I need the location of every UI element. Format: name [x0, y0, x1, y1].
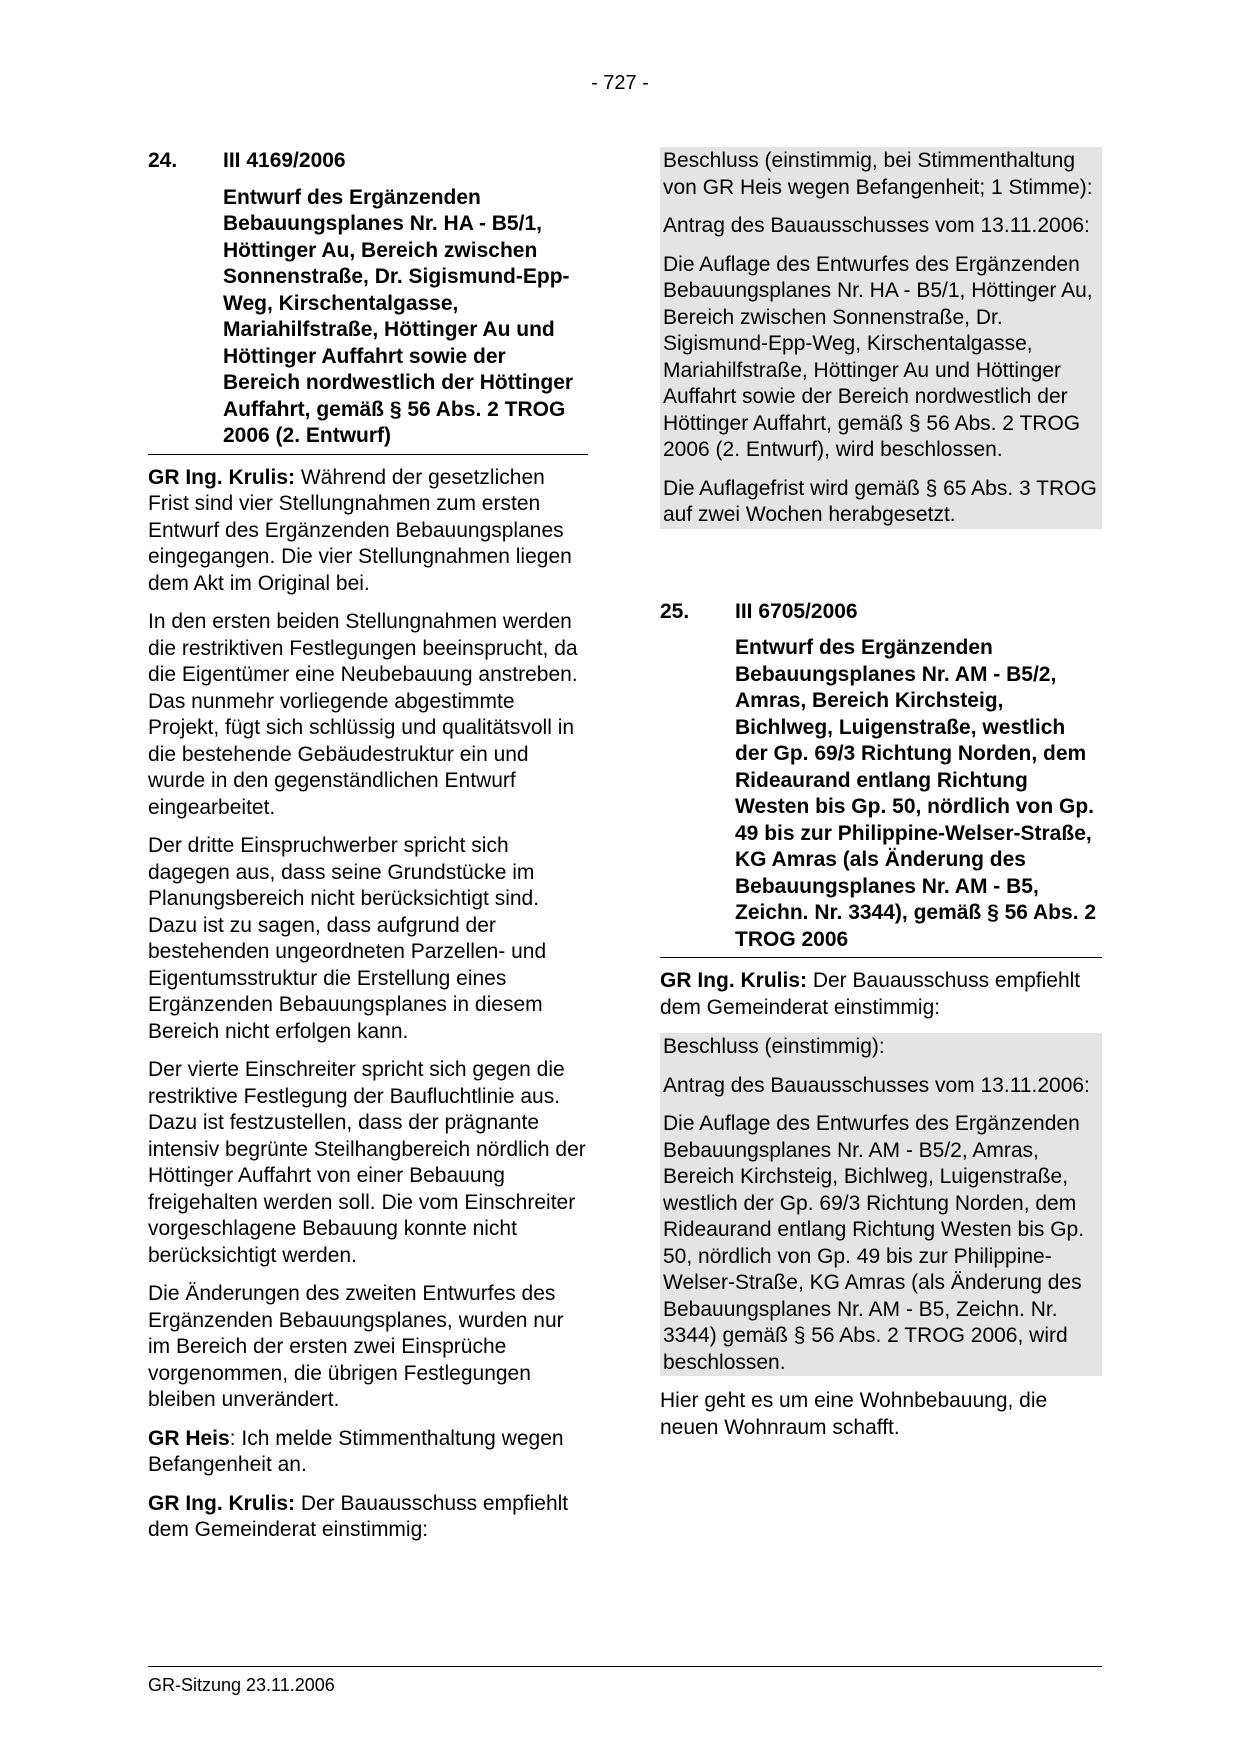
resolution-block-24 — [660, 147, 1102, 529]
speaker-name: GR Ing. Krulis: — [148, 1491, 295, 1515]
statement-text: : Ich melde Stimmenthaltung wegen Befangenheit an. — [148, 1426, 564, 1476]
agenda-item-25-header — [660, 599, 1102, 959]
item-number: 24. — [148, 149, 178, 172]
body-paragraph: Der dritte Einspruchwerber spricht sich dagegen aus, dass seine Grundstücke im Planungsbereich nicht berücksichtigt sind. Dazu ist zu sagen, dass aufgrund der bestehenden ungeordneten Parzellen- und Eigentumsstruktur die Erstellung eines Ergänzenden Bebauungsplanes in diesem Bereich nicht erfolgen kann. — [148, 834, 547, 1043]
page-number: - 727 - — [591, 72, 649, 94]
resolution-block-25 — [660, 1033, 1102, 1376]
body-paragraph: In den ersten beiden Stellungnahmen werden die restriktiven Festlegungen beeinsprucht, da die Eigentümer eine Neubebauung anstreben. Das nunmehr vorliegende abgestimmte Projekt, fügt sich schlüssig und qualitätsvoll in die bestehende Gebäudestruktur ein und wurde in den gegenständlichen Entwurf eingearbeitet. — [148, 610, 578, 819]
item-reference: III 4169/2006 — [223, 149, 346, 172]
right-column — [660, 148, 1102, 1453]
body-paragraph: Der vierte Einschreiter spricht sich gegen die restriktive Festlegung der Baufluchtlinie aus. Dazu ist festzustellen, dass der prägnante intensiv begrünte Steilhangbereich nördlich der Höttinger Auffahrt von einer Bebauung freigehalten werden soll. Die vom Einschreiter vorgeschlagene Bebauung konnte nicht berücksichtigt werden. — [148, 1058, 586, 1267]
item-reference: III 6705/2006 — [735, 599, 858, 623]
resolution-heading: Beschluss (einstimmig): — [663, 1035, 885, 1058]
statement-text: Der Bauausschuss empfiehlt dem Gemeinderat einstimmig: — [148, 1491, 569, 1541]
resolution-heading: Beschluss (einstimmig, bei Stimmenthaltung von GR Heis wegen Befangenheit; 1 Stimme): — [663, 149, 1093, 199]
motion-heading: Antrag des Bauausschusses vom 13.11.2006: — [663, 1073, 1090, 1097]
statement-paragraph — [660, 968, 1102, 1021]
motion-heading: Antrag des Bauausschusses vom 13.11.2006: — [663, 214, 1090, 237]
speaker-name: GR Ing. Krulis: — [660, 969, 807, 992]
resolution-text: Die Auflagefrist wird gemäß § 65 Abs. 3 TROG auf zwei Wochen herabgesetzt. — [663, 476, 1097, 526]
item-title: Entwurf des Ergänzenden Bebauungsplanes Nr. AM - B5/2, Amras, Bereich Kirchsteig, Bichlweg, Luigenstraße, westlich der Gp. 69/3 Richtung Norden, dem Rideaurand entlang Richtung Westen bis Gp. 50, nördlich von Gp. 49 bis zur Philippine-Welser-Straße, KG Amras (als Änderung des Bebauungsplanes Nr. AM - B5, Zeichn. Nr. 3344), gemäß § 56 Abs. 2 TROG 2006 — [735, 636, 1097, 951]
agenda-item-24-header — [148, 148, 588, 455]
resolution-text: Die Auflage des Entwurfes des Ergänzenden Bebauungsplanes Nr. HA - B5/1, Höttinger Au, Bereich zwischen Sonnenstraße, Dr. Sigismund-Epp-Weg, Kirschentalgasse, Mariahilfstraße, Höttinger Au und Höttinger Auffahrt sowie der Bereich nordwestlich der Höttinger Auffahrt, gemäß § 56 Abs. 2 TROG 2006 (2. Entwurf), wird beschlossen. — [663, 252, 1093, 461]
left-column — [148, 148, 588, 1556]
resolution-text: Die Auflage des Entwurfes des Ergänzenden Bebauungsplanes Nr. AM - B5/2, Amras, Bereich Kirchsteig, Bichlweg, Luigenstraße, westlich der Gp. 69/3 Richtung Norden, dem Rideaurand entlang Richtung Westen bis Gp. 50, nördlich von Gp. 49 bis zur Philippine-Welser-Straße, KG Amras (als Änderung des Bebauungsplanes Nr. AM - B5, Zeichn. Nr. 3344) gemäß § 56 Abs. 2 TROG 2006, wird beschlossen. — [663, 1112, 1085, 1374]
speaker-name: GR Heis — [148, 1426, 230, 1450]
body-paragraph: Die Änderungen des zweiten Entwurfes des Ergänzenden Bebauungsplanes, wurden nur im Bereich der ersten zwei Einsprüche vorgenommen, die übrigen Festlegungen bleiben unverändert. — [148, 1282, 564, 1411]
statement-text: Während der gesetzlichen Frist sind vier Stellungnahmen zum ersten Entwurf des Ergänzenden Bebauungsplanes eingegangen. Die vier Stellungnahmen liegen dem Akt im Original bei. — [148, 465, 572, 595]
page-footer: GR-Sitzung 23.11.2006 — [148, 1666, 1102, 1696]
body-paragraph: Hier geht es um eine Wohnbebauung, die neuen Wohnraum schafft. — [660, 1389, 1048, 1439]
statement-paragraph — [148, 465, 588, 598]
item-number: 25. — [660, 599, 690, 623]
item-title: Entwurf des Ergänzenden Bebauungsplanes Nr. HA - B5/1, Höttinger Au, Bereich zwischen Sonnenstraße, Dr. Sigismund-Epp-Weg, Kirschentalgasse, Mariahilfstraße, Höttinger Au und Höttinger Auffahrt sowie der Bereich nordwestlich der Höttinger Auffahrt, gemäß § 56 Abs. 2 TROG 2006 (2. Entwurf) — [223, 185, 574, 447]
speaker-name: GR Ing. Krulis: — [148, 465, 295, 489]
statement-paragraph — [148, 1426, 588, 1479]
statement-text: Der Bauausschuss empfiehlt dem Gemeinderat einstimmig: — [660, 969, 1081, 1019]
statement-paragraph — [148, 1491, 588, 1544]
